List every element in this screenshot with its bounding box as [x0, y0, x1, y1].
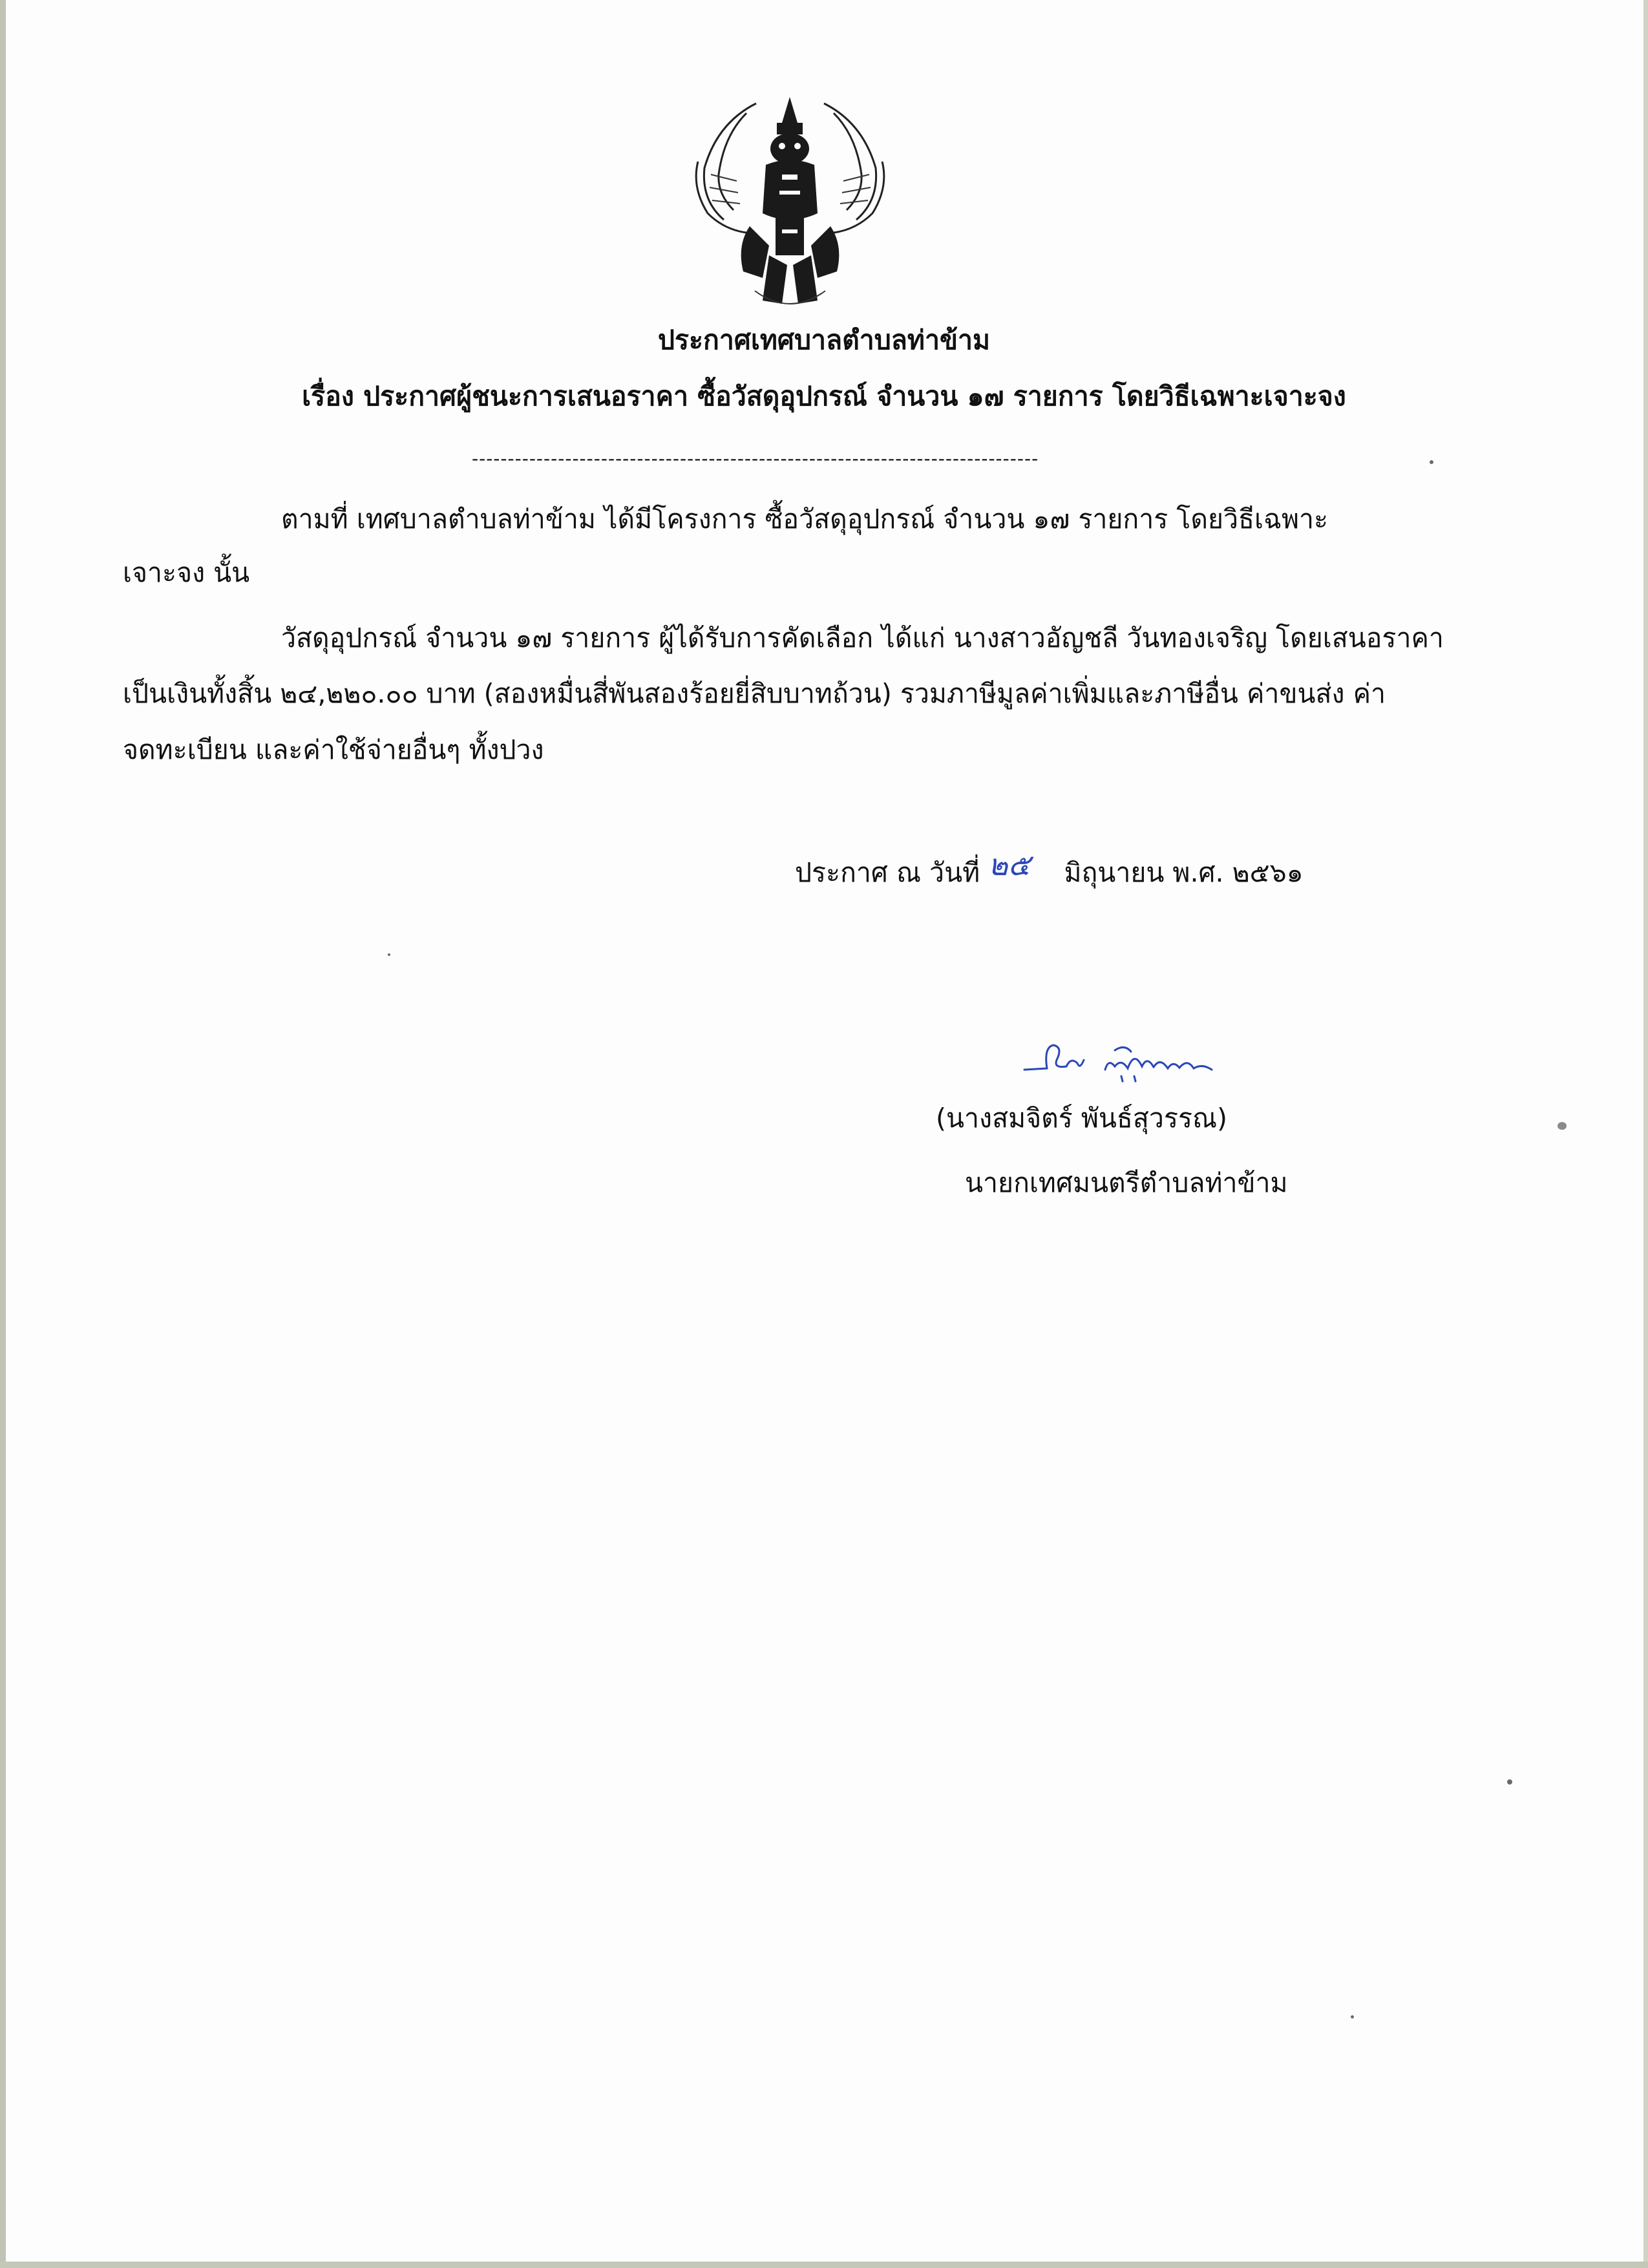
scan-speck [1430, 460, 1433, 464]
paragraph-2-line-2: เป็นเงินทั้งสิ้น ๒๔,๒๒๐.๐๐ บาท (สองหมื่นสี่พันสองร้อยยี่สิบบาทถ้วน) รวมภาษีมูลค่าเพิ่มและภาษีอื่น ค่าขนส่ง ค่า [123, 678, 1386, 709]
paragraph-1-line-1: ตามที่ เทศบาลตำบลท่าข้าม ได้มีโครงการ ซื้อวัสดุอุปกรณ์ จำนวน ๑๗ รายการ โดยวิธีเฉพาะ [281, 503, 1329, 535]
scan-speck [1558, 1122, 1567, 1130]
announcement-date [795, 847, 1304, 892]
scan-speck [1507, 1779, 1512, 1785]
garuda-emblem-icon [679, 84, 902, 317]
signatory-name: (นางสมจิตร์ พันธ์สุวรรณ) [936, 1103, 1228, 1134]
date-prefix: ประกาศ ณ วันที่ [795, 857, 980, 888]
paragraph-2-line-3: จดทะเบียน และค่าใช้จ่ายอื่นๆ ทั้งปวง [123, 734, 544, 765]
document-subject: เรื่อง ประกาศผู้ชนะการเสนอราคา ซื้อวัสดุอุปกรณ์ จำนวน ๑๗ รายการ โดยวิธีเฉพาะเจาะจง [302, 381, 1346, 412]
paragraph-2-line-1: วัสดุอุปกรณ์ จำนวน ๑๗ รายการ ผู้ได้รับการคัดเลือก ได้แก่ นางสาวอัญชลี วันทองเจริญ โดยเสนอราคา [281, 622, 1444, 653]
signature-image [1018, 1031, 1225, 1089]
signatory-position: นายกเทศมนตรีตำบลท่าข้าม [965, 1167, 1288, 1198]
date-day-handwritten: ๒๕ [988, 847, 1031, 882]
scan-edge-bottom [0, 2262, 1648, 2268]
date-month-year: มิถุนายน พ.ศ. ๒๕๖๑ [1064, 857, 1304, 888]
paragraph-1-line-2: เจาะจง นั้น [123, 557, 250, 588]
scan-speck [388, 953, 390, 956]
divider: ------------------------------------------------------------------------------- [472, 448, 1039, 469]
scan-speck [1351, 2015, 1354, 2019]
document-title: ประกาศเทศบาลตำบลท่าข้าม [657, 324, 991, 355]
